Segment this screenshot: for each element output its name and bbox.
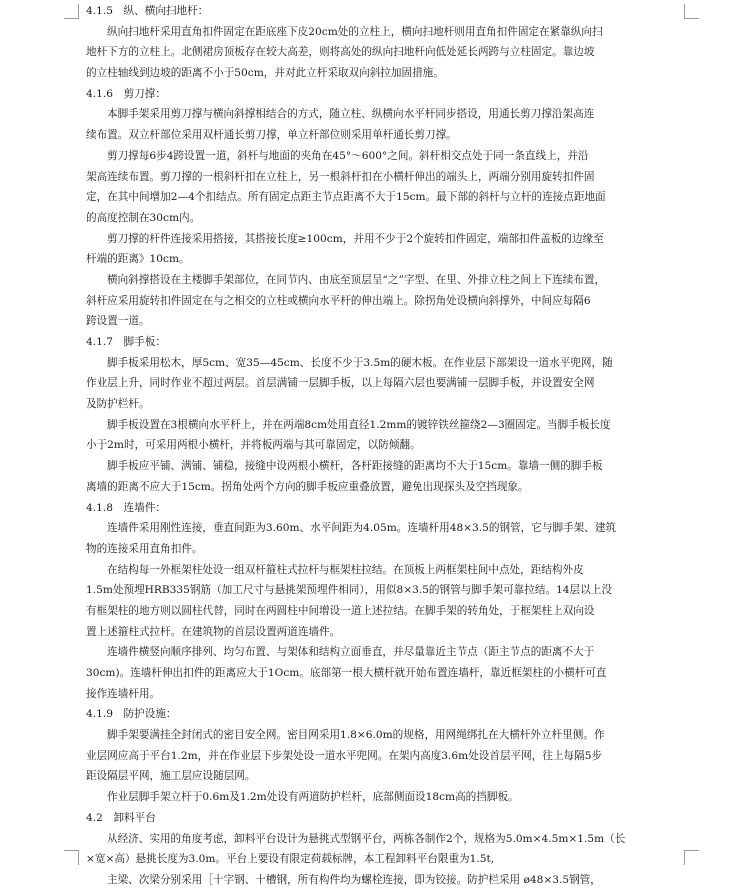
text-line: 的立柱轴线到边坡的距离不小于50cm，并对此立杆采取双向斜拉加固措施。 (86, 67, 444, 80)
text-line: 脚手板应平铺、满铺、铺稳，接缝中设两根小横杆，各杆距接缝的距离均不大于15cm。靠墙一侧的脚手板 (107, 460, 603, 473)
section-heading: 4.1.8 连墙件： (86, 501, 166, 514)
text-line: 在结构每一外框架柱处设一组双杆箍柱式拉杆与框架柱拉结。在顶板上两框架柱间中点处，距结构外皮 (107, 563, 584, 576)
corner-mark-bottom-left (64, 850, 79, 865)
text-line: 作业层脚手架立杆于0.6m及1.2m处设有两道防护栏杆，底部侧面设18cm高的挡脚板。 (107, 791, 519, 804)
section-heading: 4.1.9 防护设施： (86, 708, 177, 721)
document-body (86, 1, 690, 891)
text-line: 跨设置一道。 (86, 315, 150, 328)
text-line: 有框架柱的地方则以圆柱代替，同时在两圆柱中间增设一道上述拉结。在脚手架的转角处，于框架柱上双向设 (86, 604, 595, 617)
text-line: 30cm)。连墙杆伸出扣件的距离应大于1Ocm。底部第一根大横杆就开始布置连墙杆，靠近框架柱的小横杆可直 (86, 667, 607, 679)
text-line: 置上述箍柱式拉杆。在建筑物的首层设置两道连墙件。 (86, 625, 341, 638)
text-line: 业层网应高于平台1.2m，并在作业层下步架处设一道水平兜网。在架内高度3.6m处设首层平网，往上每隔5步 (86, 749, 603, 762)
text-line: ×宽×高）悬挑长度为3.0m。平台上要设有限定荷载标牌，本工程卸料平台限重为1.5t, (86, 853, 495, 866)
text-line: 脚手板采用松木，厚5cm、宽35—45cm、长度不少于3.5m的硬木板。在作业层下部架设一道水平兜网，随 (107, 356, 613, 369)
text-line: 横向斜撑搭设在主楼脚手架部位，在同节内、由底至顶层呈“之”字型、在里、外排立柱之间上下连续布置， (107, 273, 606, 286)
text-line: 纵向扫地杆采用直角扣件固定在距底座下皮20cm处的立柱上，横向扫地杆则用直角扣件固定在紧靠纵向扫 (107, 25, 603, 38)
text-line: 脚手架要满挂全封闭式的密目安全网。密目网采用1.8×6.0m的规格，用网绳绑扎在大横杆外立杆里侧。作 (107, 729, 605, 742)
text-line: 脚手板设置在3根横向水平杆上，并在两端8cm处用直径1.2mm的镀锌铁丝箍绕2—3圈固定。当脚手板长度 (107, 418, 611, 431)
corner-mark-top-left (64, 4, 79, 19)
text-line: 作业层上升，同时作业不超过两层。首层满铺一层脚手板，以上每隔六层也要满铺一层脚手板，并设置安全网 (86, 377, 595, 390)
text-line: 接作连墙杆用。 (86, 687, 161, 700)
section-heading: 4.1.6 剪刀撑： (86, 87, 166, 100)
text-line: 连墙件采用刚性连接，垂直间距为3.60m、水平间距为4.05m。连墙杆用48×3.5的钢管，它与脚手架、建筑 (107, 522, 617, 535)
text-line: 杆端的距离》10cm。 (86, 253, 190, 266)
text-line: 架高连续布置。剪刀撑的一根斜杆扣在立柱上，另一根斜杆扣在小横杆伸出的端头上，两端分别用旋转扣件固 (86, 170, 595, 183)
text-line: 物的连接采用直角扣件。 (86, 542, 203, 555)
text-line: 1.5m处预埋HRB335钢筋（加工尺寸与悬挑架预埋件相同），用似8×3.5的钢管与脚手架可靠拉结。14层以上没 (86, 584, 612, 597)
text-line: 连墙件横竖向顺序排列、均匀布置、与架体和结构立面垂直，并尽量靠近主节点（距主节点的距离不大于 (107, 646, 595, 659)
text-line: 距设隔层平网，施工层应设随层网。 (86, 770, 256, 783)
section-heading: 4.1.7 脚手板： (86, 336, 166, 348)
text-line: 主梁、次梁分别采用［十字钢、十槽钢，所有构件均为螺栓连接，即为铰接。防护栏采用 ø48×3.5钢管， (107, 873, 601, 886)
text-line: 定，在其中间增加2—4个扣结点。所有固定点距主节点距离不大于15cm。最下部的斜杆与立杆的连接点距地面 (86, 191, 606, 204)
text-line: 剪刀撑每6步4跨设置一道，斜杆与地面的夹角在45°～600°之间。斜杆相交点处于同一条直线上，并沿 (107, 149, 589, 162)
text-line: 斜杆应采用旋转扣件固定在与之相交的立柱或横向水平杆的伸出端上。除拐角处设横向斜撑外，中间应每隔6 (86, 294, 591, 307)
text-line: 从经济、实用的角度考虑，卸料平台设计为悬挑式型钢平台，两栋各制作2个，规格为5.0m×4.5m×1.5m（长 (107, 832, 626, 845)
text-line: 离墙的距离不应大于15cm。拐角处两个方向的脚手板应重叠放置，避免出现探头及空挡现象。 (86, 480, 529, 493)
text-line: 本脚手架采用剪刀撑与横向斜撑相结合的方式，随立柱、纵横向水平杆同步搭设，用通长剪刀撑沿架高连 (107, 108, 595, 121)
text-line: 剪刀撑的杆件连接采用搭接，其搭接长度≥100cm，并用不少于2个旋转扣件固定，端部扣件盖板的边缘至 (107, 232, 604, 245)
section-heading: 4.2 卸料平台 (86, 811, 156, 824)
text-line: 续布置。双立杆部位采用双杆通长剪刀撑，单立杆部位则采用单杆通长剪刀撑。 (86, 129, 457, 142)
text-line: 及防护栏杆。 (86, 398, 150, 411)
text-line: 的高度控制在30cm内。 (86, 211, 201, 224)
text-line: 小于2m时，可采用两根小横杆，并将板两端与其可靠固定，以防倾翻。 (86, 439, 421, 452)
section-heading: 4.1.5 纵、横向扫地杆： (86, 5, 209, 17)
text-line: 地杆下方的立柱上。北侧裙房顶板存在较大高差，则将高处的纵向扫地杆向低处延长两跨与立柱固定。靠边坡 (86, 46, 595, 59)
